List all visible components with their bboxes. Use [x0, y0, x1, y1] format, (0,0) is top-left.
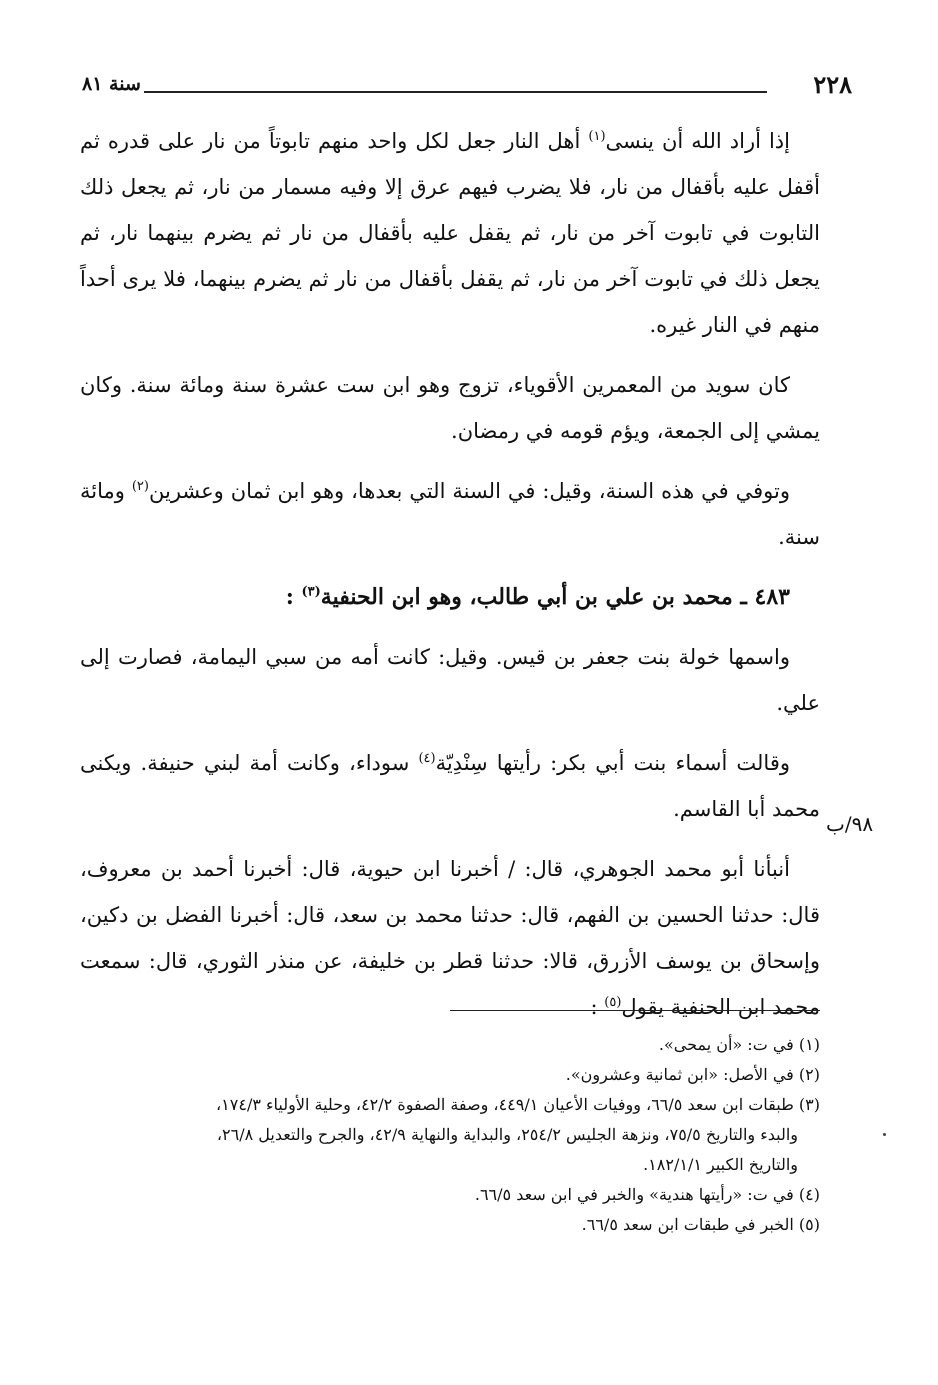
footnote: (٥) الخبر في طبقات ابن سعد ٦٦/٥.: [581, 1215, 820, 1234]
footnote: (٢) في الأصل: «ابن ثمانية وعشرون».: [565, 1065, 820, 1084]
footnote-ref: (٤): [418, 751, 436, 766]
heading-text: ٤٨٣ ـ محمد بن علي بن أبي طالب، وهو ابن الحنفية: [320, 584, 790, 610]
paragraph-text: كان سويد من المعمرين الأقوياء، تزوج وهو ابن ست عشرة سنة ومائة سنة. وكان يمشي إلى الجمعة، ويؤم قومه في رمضان.: [80, 373, 820, 443]
paragraph: [80, 740, 820, 832]
paragraph-text: :: [590, 995, 605, 1019]
footnote: (١) في ت: «أن يمحى».: [658, 1035, 820, 1054]
paragraph-text: أنبأنا أبو محمد الجوهري، قال: / أخبرنا ابن حيوية، قال: أخبرنا أحمد بن معروف، قال: حدثنا الحسين بن الفهم، قال: حدثنا محمد بن سعد، قال: أخبرنا الفضل بن دكين، وإسحاق بن يوسف الأزرق، قالا: حدثنا قطر بن خليفة، عن منذر الثوري، قال: سمعت محمد ابن الحنفية يقول: [80, 857, 820, 1019]
footnote-continuation: والبدء والتاريخ ٧٥/٥، ونزهة الجليس ٢٥٤/٢، والبداية والنهاية ٤٢/٩، والجرح والتعديل ٢٦/٨،: [216, 1125, 798, 1144]
footnote-ref: (٢): [131, 479, 149, 494]
entry-heading: [80, 574, 820, 620]
paragraph: [80, 846, 820, 1030]
main-text: [80, 118, 820, 1044]
header-rule: [144, 91, 767, 93]
paragraph: [80, 634, 820, 726]
page-number: ٢٢٨: [813, 70, 852, 99]
footnote-ref: (٣): [301, 584, 321, 600]
footnote-ref: (١): [588, 129, 606, 144]
paragraph: [80, 118, 820, 348]
paragraph-text: إذا أراد الله أن ينسى: [605, 129, 790, 153]
manuscript-folio-note: ٩٨/ب: [826, 812, 874, 836]
paragraph: [80, 362, 820, 454]
footnote-continuation: والتاريخ الكبير ١٨٢/١/١.: [643, 1155, 798, 1174]
footnote-rule: [450, 1010, 820, 1011]
scan-speck: [883, 1133, 886, 1136]
paragraph-text: سوداء، وكانت أمة لبني حنيفة. ويكنى محمد أبا القاسم.: [80, 751, 820, 821]
paragraph-text: ومائة سنة.: [80, 479, 820, 549]
year-label: سنة ٨١: [82, 73, 141, 95]
footnote: (٣) طبقات ابن سعد ٦٦/٥، ووفيات الأعيان ٤٤٩/١، وصفة الصفوة ٤٢/٢، وحلية الأولياء ١٧٤/٣،: [215, 1095, 820, 1114]
heading-text: :: [285, 584, 302, 610]
footnote: (٤) في ت: «رأيتها هندية» والخبر في ابن سعد ٦٦/٥.: [474, 1185, 820, 1204]
footnotes: [80, 1030, 820, 1240]
footnote-ref: (٥): [604, 995, 622, 1010]
paragraph-text: وتوفي في هذه السنة، وقيل: في السنة التي بعدها، وهو ابن ثمان وعشرين: [148, 479, 790, 503]
running-header: [82, 70, 852, 110]
paragraph-text: واسمها خولة بنت جعفر بن قيس. وقيل: كانت أمه من سبي اليمامة، فصارت إلى علي.: [80, 645, 820, 715]
paragraph-text: أهل النار جعل لكل واحد منهم تابوتاً من نار على قدره ثم أقفل عليه بأقفال من نار، فلا يضرب فيهم عرق إلا وفيه مسمار من نار، ثم يجعل ذلك التابوت في تابوت آخر من نار، ثم يقفل عليه بأقفال من نار ثم يضرم بينهما نار، ثم يجعل ذلك في تابوت آخر من نار، ثم يقفل بأقفال من نار ثم يضرم بينهما، فلا يرى أحداً منهم في النار غيره.: [80, 129, 820, 337]
paragraph: [80, 468, 820, 560]
paragraph-text: وقالت أسماء بنت أبي بكر: رأيتها سِنْدِيّة: [435, 751, 790, 775]
